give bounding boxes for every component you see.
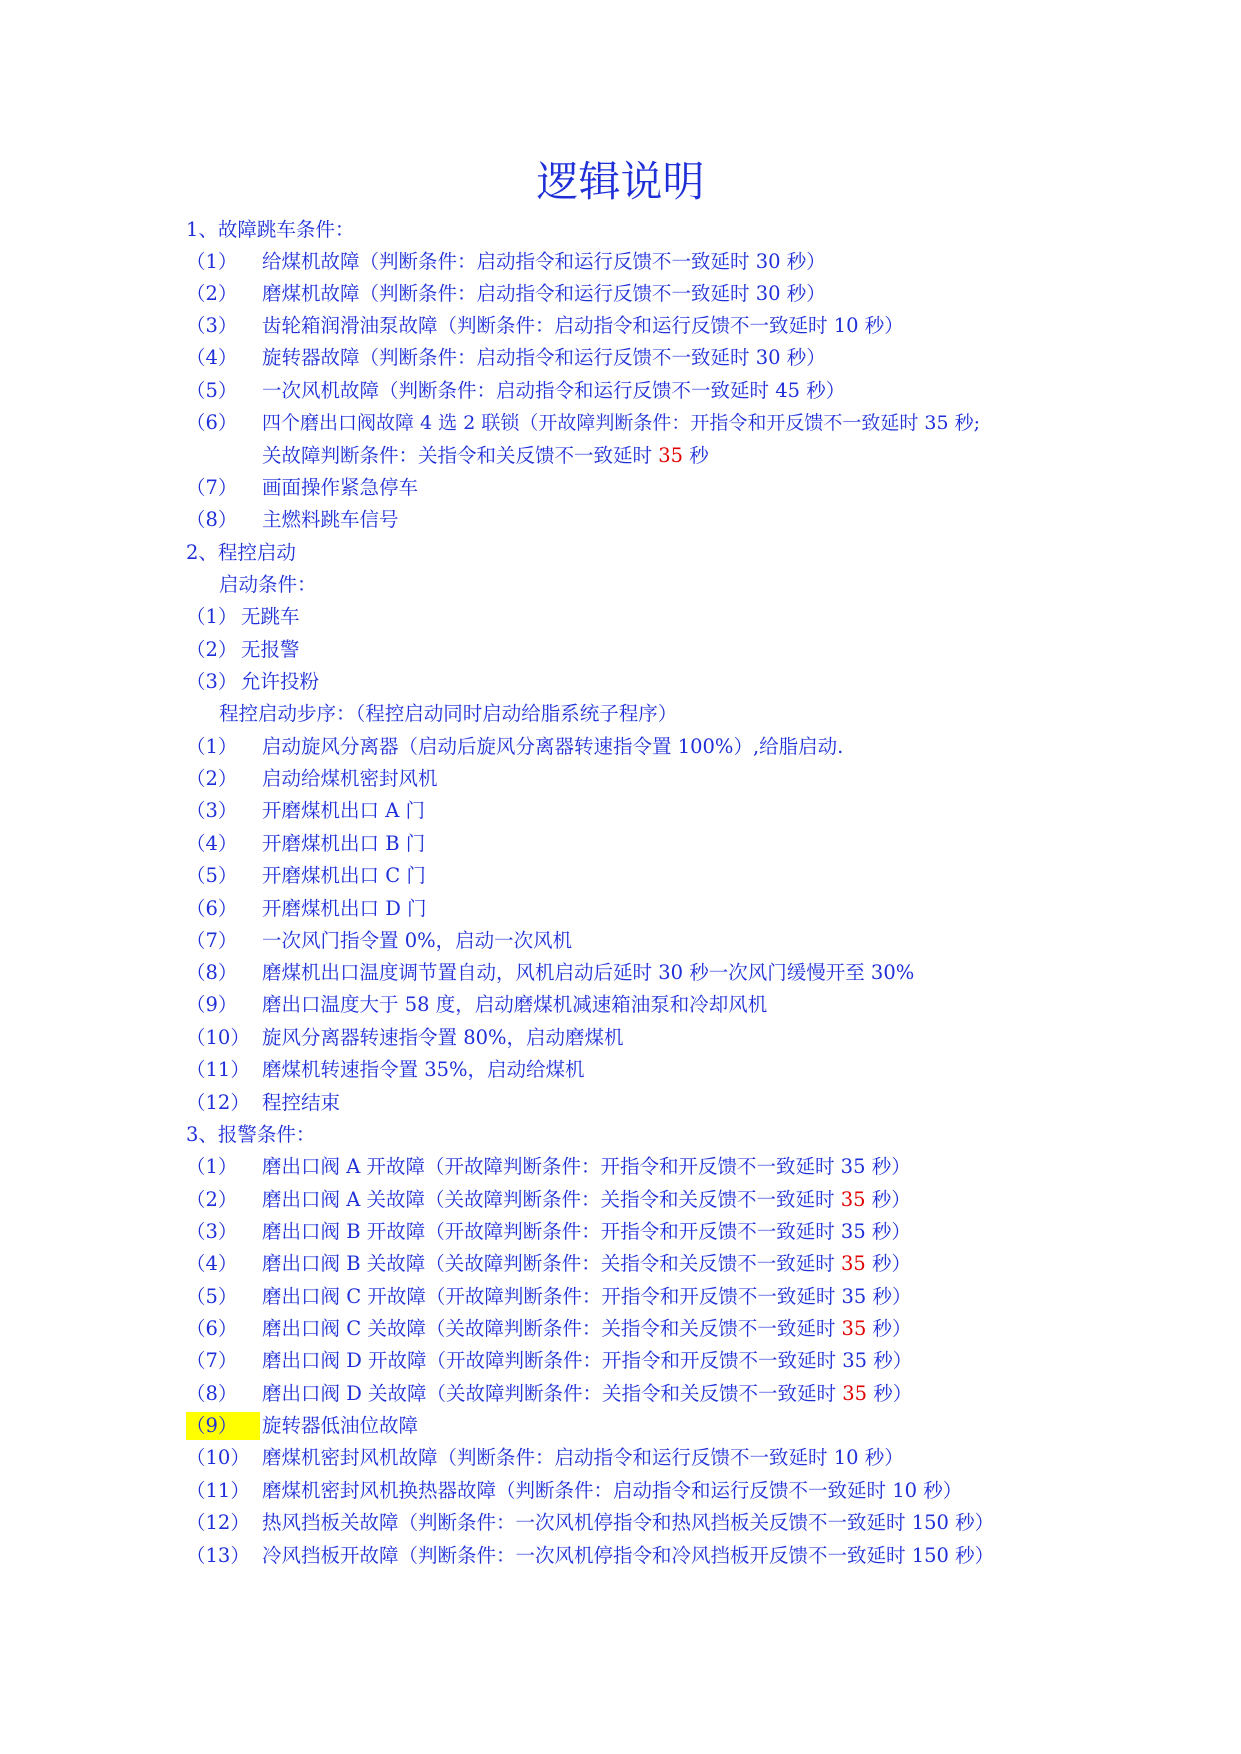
item-number: （8）: [186, 961, 238, 984]
emphasis-value: 35: [841, 1317, 867, 1340]
item-text: 磨出口阀 C 关故障（关故障判断条件：关指令和关反馈不一致延时: [262, 1317, 842, 1340]
item-number: （6）: [186, 1317, 238, 1340]
item-number: （5）: [186, 864, 238, 887]
item-text: 程控结束: [262, 1091, 341, 1114]
item-number: （10）: [186, 1446, 250, 1469]
item-number: （2）: [186, 282, 238, 305]
item-number: （11）: [186, 1479, 250, 1502]
item-text-end: 秒）: [865, 1252, 911, 1275]
item-text: 冷风挡板开故障（判断条件：一次风机停指令和冷风挡板开反馈不一致延时 150 秒）: [262, 1544, 995, 1567]
emphasis-value: 35: [842, 1382, 868, 1405]
item-number: （8）: [186, 508, 238, 531]
item-number: （10）: [186, 1026, 250, 1049]
item-number: （7）: [186, 929, 238, 952]
item-number: （1）: [186, 1155, 238, 1178]
item-text: 启动给煤机密封风机: [262, 767, 438, 790]
item-text: 启动旋风分离器（启动后旋风分离器转速指令置 100%）,给脂启动.: [262, 735, 844, 758]
item-text: 旋转器故障（判断条件：启动指令和运行反馈不一致延时 30 秒）: [262, 346, 826, 369]
item-number: （2）: [186, 638, 238, 661]
item-number: （3）: [186, 670, 238, 693]
item-text: 一次风机故障（判断条件：启动指令和运行反馈不一致延时 45 秒）: [262, 379, 846, 402]
item-text: 开磨煤机出口 D 门: [262, 897, 427, 920]
item-text: 无报警: [241, 638, 300, 661]
item-text: 磨出口阀 B 开故障（开故障判断条件：开指令和开反馈不一致延时 35 秒）: [262, 1220, 911, 1243]
item-text: 一次风门指令置 0%，启动一次风机: [262, 929, 573, 952]
item-number: （4）: [186, 346, 238, 369]
item-text: 磨出口温度大于 58 度，启动磨煤机减速箱油泵和冷却风机: [262, 993, 768, 1016]
item-text: 磨出口阀 D 关故障（关故障判断条件：关指令和关反馈不一致延时: [262, 1382, 843, 1405]
item-text-end: 秒）: [867, 1382, 913, 1405]
item-number: （1）: [186, 735, 238, 758]
item-number: （13）: [186, 1544, 250, 1567]
item-number: （11）: [186, 1058, 250, 1081]
item-text-end: 秒）: [865, 1188, 911, 1211]
item-number: （4）: [186, 832, 238, 855]
item-number: （2）: [186, 767, 238, 790]
item-number: （3）: [186, 799, 238, 822]
item-text: 画面操作紧急停车: [262, 476, 419, 499]
item-text: 磨出口阀 C 开故障（开故障判断条件：开指令和开反馈不一致延时 35 秒）: [262, 1285, 912, 1308]
section1-heading: 1、故障跳车条件：: [186, 218, 355, 241]
item-text: 四个磨出口阀故障 4 选 2 联锁（开故障判断条件：开指令和开反馈不一致延时 35 秒;: [262, 412, 980, 434]
item-text: 旋转器低油位故障: [262, 1414, 419, 1437]
item-text: 无跳车: [241, 605, 300, 628]
item-number: （7）: [186, 1349, 238, 1372]
item-number: （4）: [186, 1252, 238, 1275]
steps-heading: 程控启动步序：（程控启动同时启动给脂系统子程序）: [219, 702, 678, 725]
list-item-continuation: [262, 442, 709, 470]
item-text: 磨煤机转速指令置 35%，启动给煤机: [262, 1058, 585, 1081]
item-number: （5）: [186, 379, 238, 402]
continuation-text: 关故障判断条件：关指令和关反馈不一致延时: [262, 444, 659, 467]
emphasis-value: 35: [840, 1188, 866, 1211]
continuation-end: 秒: [683, 444, 709, 467]
item-number: （12）: [186, 1511, 250, 1534]
item-text: 磨出口阀 D 开故障（开故障判断条件：开指令和开反馈不一致延时 35 秒）: [262, 1349, 913, 1372]
section2-heading: 2、程控启动: [186, 541, 296, 564]
item-text: 磨煤机密封风机故障（判断条件：启动指令和运行反馈不一致延时 10 秒）: [262, 1446, 904, 1469]
item-number: （7）: [186, 476, 238, 499]
item-text: 主燃料跳车信号: [262, 508, 399, 531]
item-number: （1）: [186, 605, 238, 628]
item-text: 开磨煤机出口 A 门: [262, 799, 425, 822]
item-number: （3）: [186, 314, 238, 337]
item-text: 磨出口阀 B 关故障（关故障判断条件：关指令和关反馈不一致延时: [262, 1252, 841, 1275]
item-text: 旋风分离器转速指令置 80%，启动磨煤机: [262, 1026, 624, 1049]
item-text: 磨煤机故障（判断条件：启动指令和运行反馈不一致延时 30 秒）: [262, 282, 826, 305]
item-number: （5）: [186, 1285, 238, 1308]
item-number: （9）: [186, 993, 238, 1016]
emphasis-value: 35: [840, 1252, 866, 1275]
item-text-end: 秒）: [866, 1317, 912, 1340]
item-text: 热风挡板关故障（判断条件：一次风机停指令和热风挡板关反馈不一致延时 150 秒）: [262, 1511, 995, 1534]
item-number: （6）: [186, 897, 238, 920]
item-text: 磨煤机出口温度调节置自动，风机启动后延时 30 秒一次风门缓慢开至 30%: [262, 961, 915, 984]
item-text: 开磨煤机出口 C 门: [262, 864, 426, 887]
item-number: （6）: [186, 411, 238, 434]
conditions-heading: 启动条件：: [219, 573, 317, 596]
item-text: 给煤机故障（判断条件：启动指令和运行反馈不一致延时 30 秒）: [262, 250, 826, 273]
item-text: 磨煤机密封风机换热器故障（判断条件：启动指令和运行反馈不一致延时 10 秒）: [262, 1479, 963, 1502]
item-text: 开磨煤机出口 B 门: [262, 832, 426, 855]
item-number: （1）: [186, 250, 238, 273]
item-text: 磨出口阀 A 开故障（开故障判断条件：开指令和开反馈不一致延时 35 秒）: [262, 1155, 911, 1178]
item-text: 允许投粉: [241, 670, 320, 693]
item-number: （2）: [186, 1188, 238, 1211]
highlighted-item-number: （9）: [186, 1412, 260, 1440]
emphasis-value: 35: [658, 444, 684, 467]
item-text: 磨出口阀 A 关故障（关故障判断条件：关指令和关反馈不一致延时: [262, 1188, 841, 1211]
item-number: （3）: [186, 1220, 238, 1243]
item-number: （8）: [186, 1382, 238, 1405]
item-number: （12）: [186, 1091, 250, 1114]
item-text: 齿轮箱润滑油泵故障（判断条件：启动指令和运行反馈不一致延时 10 秒）: [262, 314, 904, 337]
page-title: 逻辑说明: [536, 157, 705, 206]
section3-heading: 3、报警条件：: [186, 1123, 316, 1146]
